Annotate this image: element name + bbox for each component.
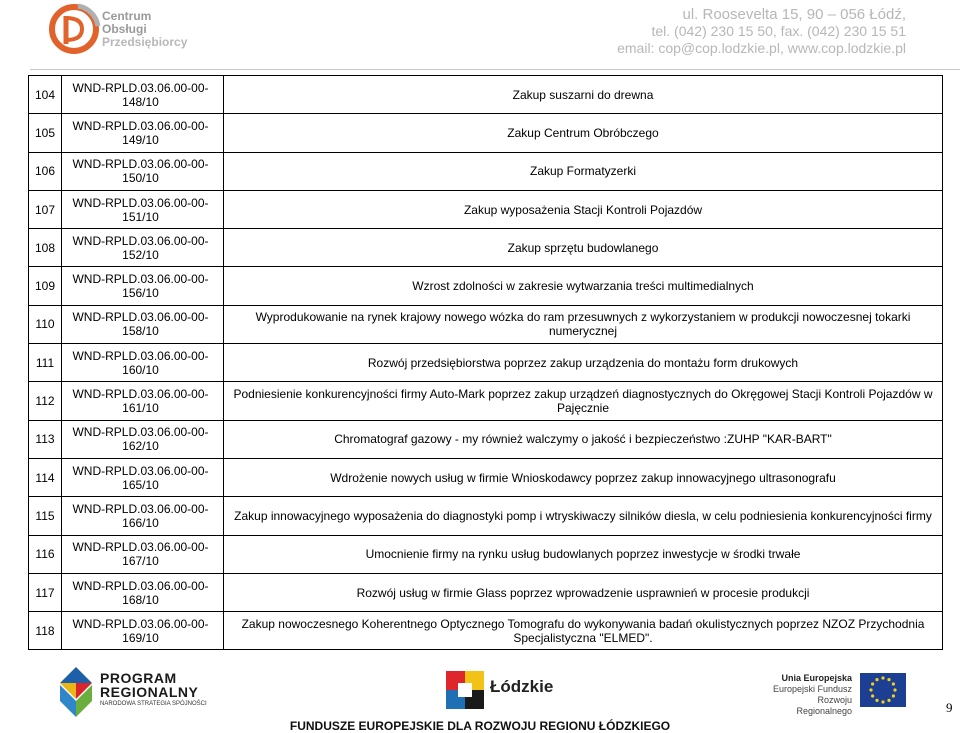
application-number-suffix: 169/10	[122, 630, 159, 645]
application-number	[62, 190, 224, 228]
project-title: Zakup innowacyjnego wyposażenia do diagnostyki pomp i wtryskiwaczy silników diesla, w celu podniesienia konkurencyjności firmy	[224, 497, 943, 535]
application-number-prefix: WND-RPLD.03.06.00-00-	[72, 501, 209, 516]
lodzkie-logo	[446, 671, 556, 709]
application-number-prefix: WND-RPLD.03.06.00-00-	[72, 157, 209, 172]
application-number-prefix: WND-RPLD.03.06.00-00-	[72, 195, 209, 210]
program-text	[100, 671, 207, 708]
fund-caption: FUNDUSZE EUROPEJSKIE DLA ROZWOJU REGIONU ŁÓDZKIEGO	[289, 719, 671, 733]
table-row	[29, 152, 943, 190]
application-number-suffix: 150/10	[122, 171, 159, 186]
application-number-suffix: 165/10	[122, 477, 159, 492]
program-line: REGIONALNY	[100, 684, 199, 700]
table-row	[29, 190, 943, 228]
table-row	[29, 267, 943, 305]
eu-logo	[760, 671, 920, 715]
cop-logo-text	[102, 10, 187, 49]
project-title: Podniesienie konkurencyjności firmy Auto-Mark poprzez zakup urządzeń diagnostycznych do Okręgowej Stacji Kontroli Pojazdów w Pajęcznie	[224, 382, 943, 420]
application-number-suffix: 161/10	[122, 401, 159, 416]
row-number: 108	[29, 229, 62, 267]
application-number-suffix: 162/10	[122, 439, 159, 454]
application-number-prefix: WND-RPLD.03.06.00-00-	[72, 348, 209, 363]
row-number: 104	[29, 76, 62, 114]
page-number: 9	[946, 700, 953, 715]
application-number	[62, 497, 224, 535]
application-number-suffix: 160/10	[122, 362, 159, 377]
application-number-prefix: WND-RPLD.03.06.00-00-	[72, 540, 209, 555]
page-header	[0, 0, 960, 66]
project-title: Rozwój przedsiębiorstwa poprzez zakup urządzenia do montażu form drukowych	[224, 344, 943, 382]
row-number: 118	[29, 612, 62, 650]
application-number-suffix: 156/10	[122, 286, 159, 301]
contact-info	[617, 6, 906, 57]
table-row	[29, 382, 943, 420]
project-title: Wdrożenie nowych usług w firmie Wnioskodawcy poprzez zakup innowacyjnego ultrasonografu	[224, 458, 943, 496]
application-number	[62, 535, 224, 573]
logo-line: Obsługi	[102, 22, 147, 36]
logo-line: Przedsiębiorcy	[102, 35, 188, 49]
cop-logo-mark-icon	[48, 2, 102, 56]
contact-address: ul. Roosevelta 15, 90 – 056 Łódź,	[682, 6, 906, 23]
eu-line: Europejski Fundusz	[772, 684, 852, 694]
logo-line: Centrum	[102, 9, 152, 23]
project-title: Rozwój usług w firmie Glass poprzez wprowadzenie usprawnień w procesie produkcji	[224, 573, 943, 611]
application-number-prefix: WND-RPLD.03.06.00-00-	[72, 578, 209, 593]
application-number-suffix: 168/10	[122, 592, 159, 607]
application-number	[62, 152, 224, 190]
project-title: Zakup nowoczesnego Koherentnego Optycznego Tomografu do wykonywania badań okulistycznych poprzez NZOZ Przychodnia Specjalistyczna "ELMED".	[224, 612, 943, 650]
application-number	[62, 114, 224, 152]
application-number	[62, 305, 224, 343]
application-number-prefix: WND-RPLD.03.06.00-00-	[72, 118, 209, 133]
row-number: 113	[29, 420, 62, 458]
application-number	[62, 573, 224, 611]
header-divider	[30, 69, 960, 70]
row-number: 117	[29, 573, 62, 611]
row-number: 115	[29, 497, 62, 535]
row-number: 107	[29, 190, 62, 228]
project-title: Wzrost zdolności w zakresie wytwarzania treści multimedialnych	[224, 267, 943, 305]
application-number	[62, 420, 224, 458]
application-number	[62, 76, 224, 114]
program-line: NARODOWA STRATEGIA SPÓJNOŚCI	[100, 701, 207, 707]
project-title: Zakup Formatyzerki	[224, 152, 943, 190]
row-number: 112	[29, 382, 62, 420]
application-number-prefix: WND-RPLD.03.06.00-00-	[72, 387, 209, 402]
eu-flag-icon	[860, 673, 906, 707]
application-number	[62, 229, 224, 267]
table-row	[29, 229, 943, 267]
table-row	[29, 612, 943, 650]
row-number: 106	[29, 152, 62, 190]
application-number-prefix: WND-RPLD.03.06.00-00-	[72, 463, 209, 478]
application-number-suffix: 166/10	[122, 515, 159, 530]
project-title: Zakup sprzętu budowlanego	[224, 229, 943, 267]
table-row	[29, 305, 943, 343]
row-number: 111	[29, 344, 62, 382]
table-row	[29, 497, 943, 535]
application-number-suffix: 151/10	[122, 209, 159, 224]
application-number-suffix: 148/10	[122, 94, 159, 109]
project-title: Umocnienie firmy na rynku usług budowlanych poprzez inwestycje w środki trwałe	[224, 535, 943, 573]
contact-email[interactable]: email: cop@cop.lodzkie.pl, www.cop.lodzkie.pl	[617, 40, 906, 56]
table-row	[29, 420, 943, 458]
application-number-suffix: 152/10	[122, 247, 159, 262]
application-number	[62, 267, 224, 305]
eu-line: Rozwoju Regionalnego	[796, 695, 852, 716]
projects-table	[28, 75, 943, 650]
application-number	[62, 458, 224, 496]
lodzkie-logo-text: Łódzkie	[490, 677, 554, 696]
table-row	[29, 114, 943, 152]
project-title: Zakup suszarni do drewna	[224, 76, 943, 114]
row-number: 110	[29, 305, 62, 343]
project-title: Zakup Centrum Obróbczego	[224, 114, 943, 152]
application-number-prefix: WND-RPLD.03.06.00-00-	[72, 616, 209, 631]
program-regionalny-emblem-icon	[56, 663, 96, 719]
table-row	[29, 458, 943, 496]
table-row	[29, 535, 943, 573]
table-row	[29, 573, 943, 611]
project-title: Wyprodukowanie na rynek krajowy nowego wózka do ram przesuwnych z wykorzystaniem w produkcji nowoczesnej tokarki numerycznej	[224, 305, 943, 343]
application-number-suffix: 167/10	[122, 554, 159, 569]
project-title: Zakup wyposażenia Stacji Kontroli Pojazdów	[224, 190, 943, 228]
eu-text	[760, 673, 852, 717]
page-footer	[0, 655, 960, 733]
project-title: Chromatograf gazowy - my również walczymy o jakość i bezpieczeństwo :ZUHP "KAR-BART"	[224, 420, 943, 458]
lodzkie-emblem-icon	[446, 671, 484, 709]
application-number-prefix: WND-RPLD.03.06.00-00-	[72, 310, 209, 325]
program-line: PROGRAM	[100, 670, 177, 686]
application-number-suffix: 149/10	[122, 132, 159, 147]
row-number: 114	[29, 458, 62, 496]
application-number-prefix: WND-RPLD.03.06.00-00-	[72, 272, 209, 287]
application-number	[62, 344, 224, 382]
row-number: 109	[29, 267, 62, 305]
table-row	[29, 76, 943, 114]
row-number: 105	[29, 114, 62, 152]
application-number	[62, 382, 224, 420]
table-row	[29, 344, 943, 382]
application-number	[62, 612, 224, 650]
eu-line: Unia Europejska	[781, 673, 852, 683]
application-number-prefix: WND-RPLD.03.06.00-00-	[72, 233, 209, 248]
program-regionalny-logo	[56, 663, 226, 721]
row-number: 116	[29, 535, 62, 573]
cop-logo	[48, 2, 188, 58]
contact-phone: tel. (042) 230 15 50, fax. (042) 230 15 51	[651, 23, 906, 39]
application-number-suffix: 158/10	[122, 324, 159, 339]
application-number-prefix: WND-RPLD.03.06.00-00-	[72, 80, 209, 95]
application-number-prefix: WND-RPLD.03.06.00-00-	[72, 425, 209, 440]
